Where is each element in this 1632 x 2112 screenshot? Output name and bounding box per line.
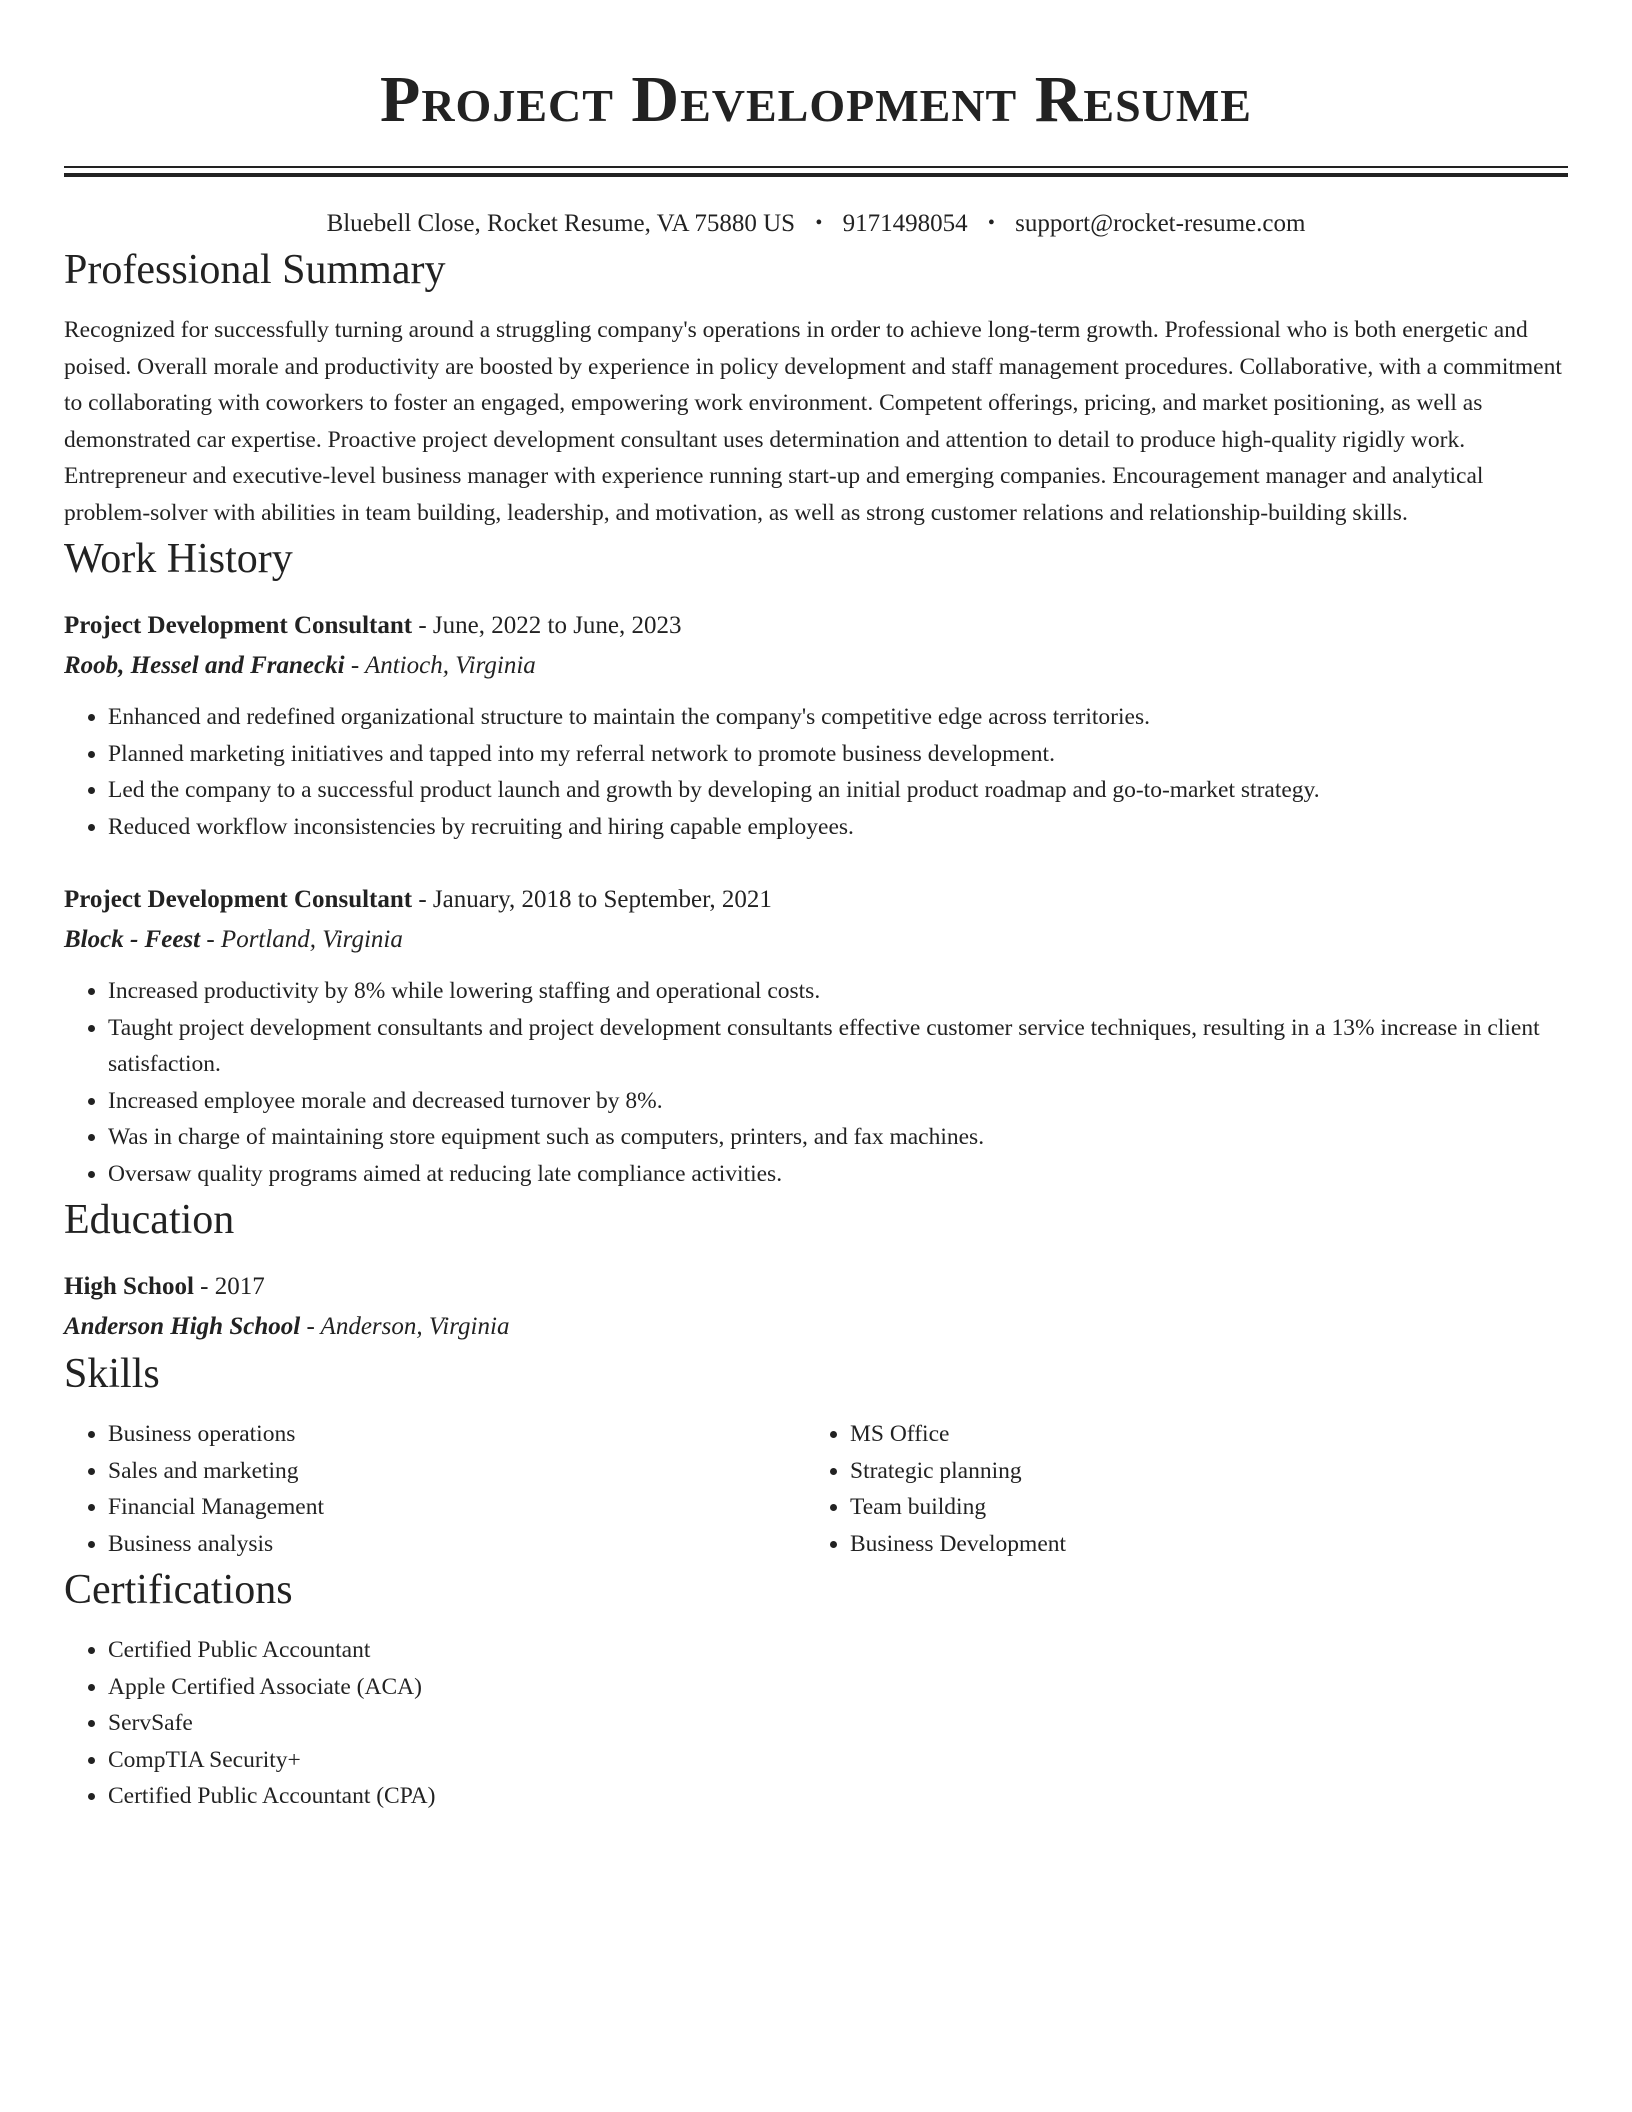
list-item: • Sales and marketing [108,1453,806,1490]
list-item: • Business analysis [108,1526,806,1563]
list-item: • Team building [850,1489,1548,1526]
job-company: Block - Feest [64,926,201,953]
job-company: Roob, Hessel and Franecki [64,652,345,679]
education-degree-line [64,1268,1568,1306]
education-entry [64,1268,1568,1346]
list-item: • Apple Certified Associate (ACA) [108,1669,1568,1706]
skills-grid [64,1416,1568,1562]
education-location: - Anderson, Virginia [300,1313,510,1340]
job-location: - Antioch, Virginia [344,652,536,679]
certifications-heading: Certifications [64,1567,293,1613]
skills-list [806,1416,1548,1562]
list-item: • Oversaw quality programs aimed at reducing late compliance activities. [108,1156,1568,1193]
contact-email: support@rocket-resume.com [1015,210,1306,237]
list-item: • Certified Public Accountant [108,1632,1568,1669]
list-item: • Reduced workflow inconsistencies by recruiting and hiring capable employees. [108,809,1568,846]
job-company-line [64,921,1568,959]
list-item: • Certified Public Accountant (CPA) [108,1778,1568,1815]
education-school-line [64,1308,1568,1346]
summary-heading: Professional Summary [64,247,446,293]
education-heading: Education [64,1197,235,1243]
job-role: Project Development Consultant [64,612,413,639]
job-location: - Portland, Virginia [200,926,403,953]
job-bullets [64,699,1568,845]
contact-address: Bluebell Close, Rocket Resume, VA 75880 US [326,210,796,237]
education-degree: High School [64,1273,194,1300]
education-year: - 2017 [193,1273,265,1300]
list-item: • Increased productivity by 8% while lowering staffing and operational costs. [108,973,1568,1010]
list-item: • Was in charge of maintaining store equipment such as computers, printers, and fax machines. [108,1119,1568,1156]
job-role: Project Development Consultant [64,886,413,913]
job-dates: - January, 2018 to September, 2021 [412,886,772,913]
list-item: • CompTIA Security+ [108,1742,1568,1779]
education-school: Anderson High School [64,1313,301,1340]
skills-heading: Skills [64,1351,160,1397]
job-title-line [64,881,1568,919]
certifications-list [64,1632,1568,1815]
skills-column-right [806,1416,1548,1562]
list-item: • Taught project development consultants and project development consultants effective customer service techniques, resulting in a 13% increase in client satisfaction. [108,1010,1568,1083]
job-entry [64,607,1568,845]
list-item: • Led the company to a successful product launch and growth by developing an initial product roadmap and go-to-market strategy. [108,772,1568,809]
title-divider [64,166,1568,177]
contact-separator: • [815,212,823,234]
job-title-line [64,607,1568,645]
job-company-line [64,647,1568,685]
list-item: • Business Development [850,1526,1548,1563]
list-item: • ServSafe [108,1705,1568,1742]
skills-list [64,1416,806,1562]
work-history-heading: Work History [64,536,293,582]
list-item: • Strategic planning [850,1453,1548,1490]
skills-column-left [64,1416,806,1562]
page-title: Project Development Resume [380,63,1252,136]
list-item: • Increased employee morale and decreased turnover by 8%. [108,1083,1568,1120]
list-item: • Financial Management [108,1489,806,1526]
contact-phone: 9171498054 [842,210,968,237]
list-item: • Enhanced and redefined organizational structure to maintain the company's competitive edge across territories. [108,699,1568,736]
list-item: • MS Office [850,1416,1548,1453]
list-item: • Planned marketing initiatives and tapped into my referral network to promote business development. [108,736,1568,773]
summary-text: Recognized for successfully turning around a struggling company's operations in order to achieve long-term growth. Professional who is both energetic and poised. Overall morale and productivity are boosted by experience in policy development and staff management procedures. Collaborative, with a commitment to collaborating with coworkers to foster an engaged, empowering work environment. Competent offerings, pricing, and market positioning, as well as demonstrated car expertise. Proactive project development consultant uses determination and attention to detail to produce high-quality rigidly work. Entrepreneur and executive-level business manager with experience running start-up and emerging companies. Encouragement manager and analytical problem-solver with abilities in team building, leadership, and motivation, as well as strong customer relations and relationship-building skills. [64,317,1562,526]
job-dates: - June, 2022 to June, 2023 [412,612,682,639]
contact-line [64,207,1568,242]
job-entry [64,881,1568,1192]
job-bullets [64,973,1568,1192]
contact-separator: • [987,212,995,234]
list-item: • Business operations [108,1416,806,1453]
